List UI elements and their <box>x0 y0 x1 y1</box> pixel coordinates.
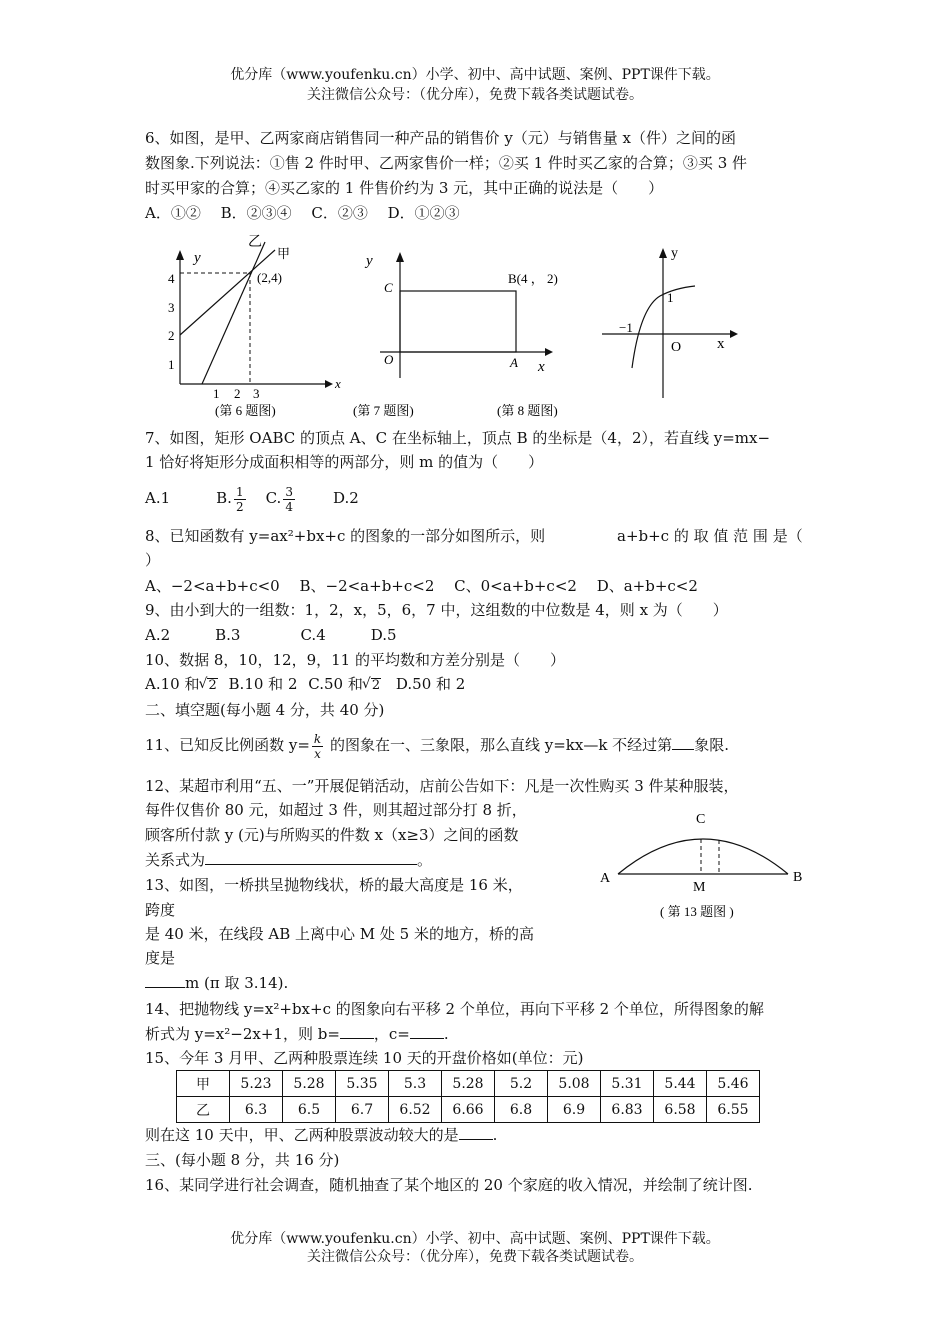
q7-option-b: B. <box>216 489 232 507</box>
q6-line-1: 6、如图，是甲、乙两家商店销售同一种产品的销售价 y（元）与销售量 x（件）之间的函 <box>145 129 737 147</box>
fig8-neg-one: −1 <box>619 320 633 335</box>
q7-line-2: 1 恰好将矩形分成面积相等的两部分，则 m 的值为（ ） <box>145 453 544 471</box>
q15-blank[interactable] <box>459 1125 493 1140</box>
figure-7 <box>353 252 558 418</box>
section-2-heading: 二、填空题(每小题 4 分，共 40 分) <box>145 701 385 719</box>
q7-options <box>145 479 359 517</box>
q10-line-1: 10、数据 8，10，12，9，11 的平均数和方差分别是（ ） <box>145 651 565 669</box>
table-cell: 6.8 <box>495 1097 548 1123</box>
q10-option-b: B.10 和 2 <box>228 675 298 693</box>
q9-options: A.2 B.3 C.4 D.5 <box>145 626 397 644</box>
fig13-point-b: B <box>793 870 803 885</box>
fig7-point-b: B(4 ， 2) <box>508 271 558 286</box>
fig6-ytick: 4 <box>168 271 175 286</box>
q14-blank-c[interactable] <box>410 1024 444 1039</box>
table-cell: 5.28 <box>283 1071 336 1097</box>
figures-row <box>140 228 790 424</box>
fig7-rectangle <box>400 291 516 352</box>
q8-line-2: ） <box>145 551 161 569</box>
fig7-caption: (第 7 题图) <box>353 403 414 418</box>
q7-option-d: D.2 <box>332 489 359 507</box>
row-label-jia: 甲 <box>177 1071 230 1097</box>
q13-line-5: m (π 取 3.14). <box>145 973 288 993</box>
q13-line-1: 13、如图，一桥拱呈抛物线状，桥的最大高度是 16 米， <box>145 876 523 894</box>
q7-option-b-fraction: $\frac{1}{2}$ <box>235 484 244 514</box>
table-cell: 6.3 <box>230 1097 283 1123</box>
fig8-ylabel: y <box>671 246 678 261</box>
table-cell: 5.2 <box>495 1071 548 1097</box>
fig13-caption: ( 第 13 题图 ) <box>660 904 734 919</box>
fig6-y-arrow <box>176 250 184 260</box>
q7-option-c: C. <box>265 489 282 507</box>
fig8-y-arrow <box>659 248 667 258</box>
fig6-xlabel: x <box>335 376 341 391</box>
row-label-yi: 乙 <box>177 1097 230 1123</box>
table-cell: 5.44 <box>654 1071 707 1097</box>
table-cell: 6.52 <box>389 1097 442 1123</box>
q13-blank[interactable] <box>145 973 185 988</box>
q15-line-1: 15、今年 3 月甲、乙两种股票连续 10 天的开盘价格如(单位：元) <box>145 1049 584 1067</box>
figure-6 <box>168 235 341 418</box>
fig8-origin: O <box>671 340 682 355</box>
section-3-heading: 三、(每小题 8 分，共 16 分) <box>145 1151 340 1169</box>
fig6-point-label: (2,4) <box>257 270 282 285</box>
fig13-point-c: C <box>696 812 706 827</box>
q10-options <box>145 674 465 694</box>
q12-blank[interactable] <box>205 850 417 865</box>
fig6-ylabel: y <box>194 250 201 266</box>
q10-option-c-sqrt: √ 2 <box>371 678 381 693</box>
q6-options: A．①② B．②③④ C．②③ D．①②③ <box>145 204 460 222</box>
header-line-2: 关注微信公众号：（优分库），免费下载各类试题试卷。 <box>307 87 643 103</box>
fig6-label-jia: 甲 <box>277 246 291 261</box>
table-row <box>177 1097 760 1123</box>
fig6-x-arrow <box>325 380 333 388</box>
header-line-1: 优分库（www.youfenku.cn）小学、初中、高中试题、案例、PPT课件下载。 <box>230 67 720 83</box>
q8-options: A、−2<a+b+c<0 B、−2<a+b+c<2 C、0<a+b+c<2 D、a+b+c<2 <box>145 577 698 595</box>
fig7-point-c: C <box>384 280 393 295</box>
fig8-xlabel: x <box>717 336 725 352</box>
fig8-caption: (第 8 题图) <box>497 403 558 418</box>
q12-line-4: 关系式为 。 <box>145 851 433 869</box>
fig7-origin: O <box>384 352 394 367</box>
table-cell: 5.46 <box>707 1071 760 1097</box>
q7-option-a: A.1 <box>145 489 171 507</box>
table-cell: 6.9 <box>548 1097 601 1123</box>
fig8-one: 1 <box>667 290 674 305</box>
q13-line-3: 是 40 米，在线段 AB 上离中心 M 处 5 米的地方，桥的高 <box>145 925 534 943</box>
q12-line-3: 顾客所付款 y (元)与所购买的件数 x（x≥3）之间的函数 <box>145 826 519 844</box>
q8-line-1a: 8、已知函数有 y=ax²+bx+c 的图象的一部分如图所示，则 <box>145 527 546 545</box>
fig6-caption: (第 6 题图) <box>215 403 276 418</box>
fig6-ytick: 3 <box>168 300 175 315</box>
q13-line-4: 度是 <box>145 949 176 967</box>
table-row <box>177 1071 760 1097</box>
q15-line-after: 则在这 10 天中，甲、乙两种股票波动较大的是 . <box>145 1126 498 1144</box>
table-cell: 5.28 <box>442 1071 495 1097</box>
q16-line-1: 16、某同学进行社会调查，随机抽查了某个地区的 20 个家庭的收入情况，并绘制了统计图. <box>145 1176 753 1194</box>
q10-option-c: C.50 和 <box>308 675 363 693</box>
table-cell: 6.5 <box>283 1097 336 1123</box>
q6-line-3: 时买甲家的合算；④买乙家的 1 件售价约为 3 元，其中正确的说法是（ ） <box>145 179 664 197</box>
table-cell: 5.3 <box>389 1071 442 1097</box>
q9-line-1: 9、由小到大的一组数：1，2，x，5，6，7 中，这组数的中位数是 4，则 x 为（ ） <box>145 601 728 619</box>
q11-fraction: $\frac{k}{x}$ <box>313 731 322 761</box>
table-cell: 6.55 <box>707 1097 760 1123</box>
q14-line-1: 14、把抛物线 y=x²+bx+c 的图象向右平移 2 个单位，再向下平移 2 个单位，所得图象的解 <box>145 1000 764 1018</box>
fig6-xtick: 2 <box>234 386 241 401</box>
q12-line-1: 12、某超市利用“五、一”开展促销活动，店前公告如下：凡是一次性购买 3 件某种服装， <box>145 777 739 795</box>
fig7-ylabel: y <box>366 253 373 269</box>
fig7-y-arrow <box>396 252 404 262</box>
fig6-line-yi <box>202 242 265 384</box>
q14-blank-b[interactable] <box>340 1024 374 1039</box>
table-cell: 5.08 <box>548 1071 601 1097</box>
fig7-xlabel: x <box>538 359 545 375</box>
table-cell: 6.7 <box>336 1097 389 1123</box>
table-cell: 5.23 <box>230 1071 283 1097</box>
footer-line-1: 优分库（www.youfenku.cn）小学、初中、高中试题、案例、PPT课件下载。 <box>230 1231 720 1247</box>
fig6-xtick: 3 <box>253 386 260 401</box>
footer-line-2: 关注微信公众号：（优分库），免费下载各类试题试卷。 <box>307 1249 643 1265</box>
q12-line-2: 每件仅售价 80 元，如超过 3 件，则其超过部分打 8 折， <box>145 801 527 819</box>
q11-blank[interactable] <box>672 735 694 750</box>
fig6-xtick: 1 <box>213 386 220 401</box>
fig6-ytick: 2 <box>168 328 175 343</box>
fig13-arch <box>618 839 788 874</box>
stock-price-table <box>176 1070 760 1123</box>
fig7-point-a: A <box>510 355 518 370</box>
table-cell: 6.58 <box>654 1097 707 1123</box>
table-cell: 6.66 <box>442 1097 495 1123</box>
fig7-x-arrow <box>545 348 553 356</box>
table-cell: 6.83 <box>601 1097 654 1123</box>
q8-line-1b: a+b+c 的 取 值 范 围 是（ <box>617 527 803 545</box>
q7-line-1: 7、如图，矩形 OABC 的顶点 A、C 在坐标轴上，顶点 B 的坐标是（4，2），若直线 y=mx− <box>145 429 771 447</box>
fig8-x-arrow <box>730 330 738 338</box>
q10-option-d: D.50 和 2 <box>395 675 466 693</box>
table-cell: 5.31 <box>601 1071 654 1097</box>
fig6-ytick: 1 <box>168 357 175 372</box>
fig13-point-a: A <box>600 871 611 886</box>
table-cell: 5.35 <box>336 1071 389 1097</box>
q7-option-c-fraction: $\frac{3}{4}$ <box>285 484 293 514</box>
fig13-point-m: M <box>693 880 706 895</box>
q6-line-2: 数图象.下列说法：①售 2 件时甲、乙两家售价一样；②买 1 件时买乙家的合算；③买 3 件 <box>145 154 748 172</box>
figure-13 <box>590 806 810 926</box>
q13-line-2: 跨度 <box>145 901 176 919</box>
fig6-label-yi: 乙 <box>248 235 262 250</box>
q10-option-a-sqrt: √ 2 <box>207 678 217 693</box>
q10-option-a: A.10 和 <box>145 675 200 693</box>
q11-line: 11、已知反比例函数 y= $\frac{k}{x}$ 的图象在一、三象限，那么直线 y=kx—k 不经过第 象限. <box>145 731 729 761</box>
q14-line-2: 析式为 y=x²−2x+1，则 b= ，c= . <box>145 1025 449 1043</box>
